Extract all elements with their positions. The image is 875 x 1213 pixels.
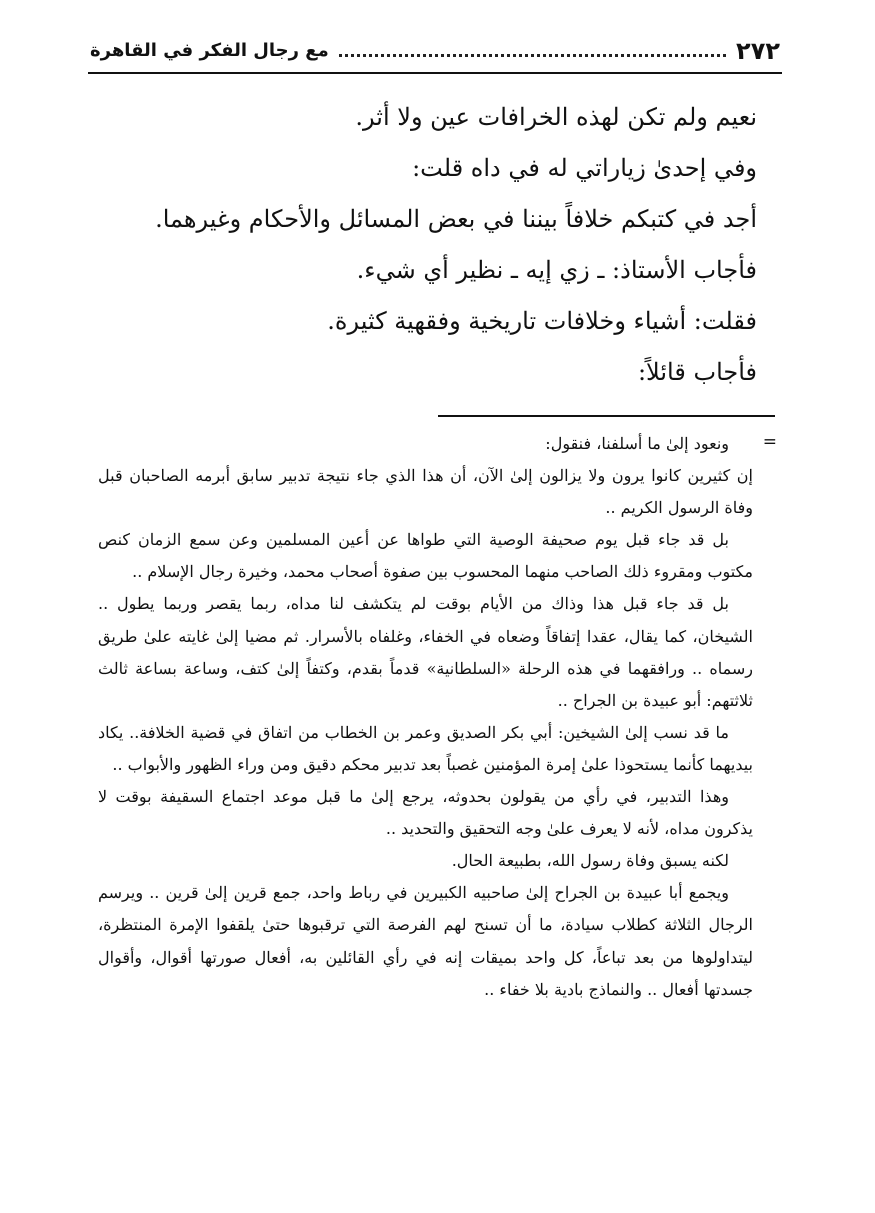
page-number: ٢٧٢ — [736, 37, 780, 65]
main-line: فأجاب قائلاً: — [637, 358, 757, 386]
main-line: فأجاب الأستاذ: ـ زي إيه ـ نظير أي شيء. — [356, 256, 757, 284]
footnote-paragraph: ويجمع أبا عبيدة بن الجراح إلىٰ صاحبيه الكبيرين في رباط واحد، جمع قرين إلىٰ قرين .. ويرسم الرجال الثلاثة كطلاب سيادة، ما أن تسنح لهم الفرصة التي ترقبوها حتىٰ يلقفوا الإمرة المنتظرة، ليتداولوها من بعد تباعاً، كل واحد بميقات إنه في رأي القائلين به، أفعال صورتها أقوال، وأقوال جسدتها أفعال .. والنماذج بادية بلا خفاء .. — [98, 883, 754, 999]
footnote-text — [98, 428, 753, 1006]
main-line: فقلت: أشياء وخلافات تاريخية وفقهية كثيرة. — [327, 307, 757, 335]
footnote-paragraph: بل قد جاء قبل هذا وذاك من الأيام بوقت لم يتكشف لنا مداه، ربما يقصر وربما يطول .. الشيخان، كما يقال، عقدا إتفاقاً وضعاه في الخفاء، وغلفاه بالأسرار. ثم مضيا إلىٰ غايته علىٰ طريق رسماه .. ورافقهما في هذه الرحلة «السلطانية» قدماً بقدم، وكتفاً إلىٰ كتف، وساعة بساعة ثالث ثلاثتهم: أبو عبيدة بن الجراح .. — [98, 594, 753, 710]
footnote-paragraph: إن كثيرين كانوا يرون ولا يزالون إلىٰ الآن، أن هذا الذي جاء نتيجة تدبير سابق أبرمه الصاحبان قبل وفاة الرسول الكريم .. — [98, 466, 753, 518]
footnote-paragraph: لكنه يسبق وفاة رسول الله، بطبيعة الحال. — [451, 851, 729, 871]
header-rule — [88, 72, 782, 74]
main-text — [120, 92, 757, 398]
main-line: أجد في كتبكم خلافاً بيننا في بعض المسائل والأحكام وغيرهما. — [155, 205, 757, 233]
footnote-continuation-marker: = — [762, 432, 777, 452]
footnote-paragraph: وهذا التدبير، في رأي من يقولون بحدوثه، يرجع إلىٰ ما قبل موعد اجتماع السقيفة بوقت لا يذكرون مداه، لأنه لا يعرف علىٰ وجه التحقيق والتحديد .. — [98, 787, 753, 839]
running-title: مع رجال الفكر في القاهرة — [90, 40, 329, 61]
header-dot-leader — [339, 46, 726, 57]
main-line: وفي إحدىٰ زياراتي له في داه قلت: — [412, 154, 757, 182]
footnote-paragraph: ونعود إلىٰ ما أسلفنا، فنقول: — [545, 434, 729, 453]
footnote-paragraph: بل قد جاء قبل يوم صحيفة الوصية التي طواها عن أعين المسلمين وعن سمع الزمان كنص مكتوب ومقروء ذلك الصاحب منهما المحسوب بين صفوة أصحاب محمد، وخيرة رجال الإسلام .. — [98, 530, 753, 582]
main-line: نعيم ولم تكن لهذه الخرافات عين ولا أثر. — [355, 103, 757, 131]
footnote-paragraph: ما قد نسب إلىٰ الشيخين: أبي بكر الصديق وعمر بن الخطاب من اتفاق في قضية الخلافة.. يكاد بيديهما كأنما يستحوذا علىٰ إمرة المؤمنين غصباً بعد تدبير محكم دقيق ومن وراء الظهور والأبواب .. — [98, 722, 753, 774]
footnote-rule — [438, 415, 775, 417]
running-header — [90, 34, 780, 68]
